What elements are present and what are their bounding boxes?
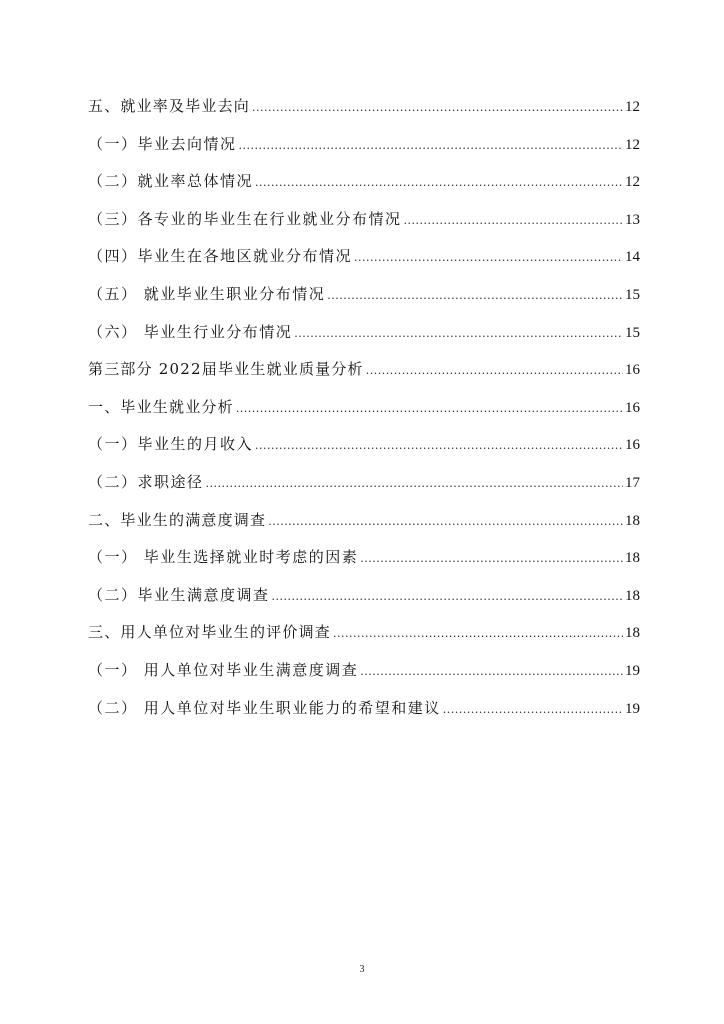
toc-entry-page: 16 — [625, 437, 640, 454]
toc-entry[interactable] — [88, 693, 640, 731]
toc-entry[interactable] — [88, 241, 640, 279]
toc-entry[interactable] — [88, 580, 640, 618]
toc-entry-page: 16 — [625, 399, 640, 416]
toc-entry-title: 二、毕业生的满意度调查 — [88, 510, 267, 529]
dot-leader — [354, 243, 623, 273]
toc-entry-page: 12 — [625, 174, 640, 191]
dot-leader — [272, 582, 623, 612]
toc-entry-page: 17 — [625, 474, 640, 491]
toc-entry-title: （一）毕业去向情况 — [88, 134, 237, 153]
toc-entry-title: 一、毕业生就业分析 — [88, 397, 234, 416]
dot-leader — [294, 319, 623, 349]
toc-entry-title: （二） 用人单位对毕业生职业能力的希望和建议 — [88, 698, 441, 717]
toc-entry[interactable] — [88, 505, 640, 543]
toc-entry-title: （一） 用人单位对毕业生满意度调查 — [88, 660, 359, 679]
dot-leader — [255, 431, 623, 461]
toc-entry-page: 18 — [625, 512, 640, 529]
dot-leader — [239, 131, 623, 161]
toc-entry-page: 19 — [625, 662, 640, 679]
toc-entry-page: 12 — [625, 136, 640, 153]
dot-leader — [327, 281, 623, 311]
toc-entry-page: 16 — [625, 362, 640, 379]
toc-entry-title: （五） 就业毕业生职业分布情况 — [88, 284, 326, 303]
page-number: 3 — [359, 964, 365, 975]
dot-leader — [366, 356, 623, 386]
toc-entry[interactable] — [88, 166, 640, 204]
dot-leader — [206, 469, 623, 499]
dot-leader — [236, 394, 623, 424]
toc-entry[interactable] — [88, 392, 640, 430]
toc-entry[interactable] — [88, 617, 640, 655]
dot-leader — [360, 544, 623, 574]
toc-entry[interactable] — [88, 429, 640, 467]
toc-entry-page: 18 — [625, 625, 640, 642]
toc-entry[interactable] — [88, 317, 640, 355]
toc-entry-page: 15 — [625, 324, 640, 341]
toc-entry[interactable] — [88, 91, 640, 129]
toc-entry-title: （一） 毕业生选择就业时考虑的因素 — [88, 548, 359, 567]
toc-entry-page: 15 — [625, 286, 640, 303]
toc-entry[interactable] — [88, 129, 640, 167]
dot-leader — [268, 507, 623, 537]
dot-leader — [443, 695, 623, 725]
toc-entry-page: 19 — [625, 700, 640, 717]
toc-entry-title: （三）各专业的毕业生在行业就业分布情况 — [88, 209, 402, 228]
toc-entry[interactable] — [88, 467, 640, 505]
toc-entry-page: 14 — [625, 249, 640, 266]
toc-entry-title: 三、用人单位对毕业生的评价调查 — [88, 623, 332, 642]
toc-entry-page: 18 — [625, 587, 640, 604]
toc-entry-page: 13 — [625, 211, 640, 228]
dot-leader — [333, 619, 623, 649]
toc-entry-title: （二）毕业生满意度调查 — [88, 585, 270, 604]
toc-entry-title: （一）毕业生的月收入 — [88, 435, 254, 454]
toc-entry[interactable] — [88, 354, 640, 392]
toc-entry[interactable] — [88, 204, 640, 242]
toc-entry-title: （二）求职途径 — [88, 472, 204, 491]
toc-entry[interactable] — [88, 542, 640, 580]
dot-leader — [404, 206, 623, 236]
toc-entry-title: 五、就业率及毕业去向 — [88, 97, 251, 115]
dot-leader — [252, 93, 623, 123]
table-of-contents — [88, 91, 640, 730]
dot-leader — [255, 168, 623, 198]
toc-entry-title: （二）就业率总体情况 — [88, 172, 254, 191]
toc-entry-title: 第三部分 2022届毕业生就业质量分析 — [88, 360, 364, 379]
toc-entry[interactable] — [88, 279, 640, 317]
toc-entry[interactable] — [88, 655, 640, 693]
toc-entry-title: （六） 毕业生行业分布情况 — [88, 322, 293, 341]
toc-entry-page: 18 — [625, 550, 640, 567]
toc-entry-page: 12 — [625, 99, 640, 115]
dot-leader — [360, 657, 623, 687]
toc-entry-title: （四）毕业生在各地区就业分布情况 — [88, 247, 353, 266]
